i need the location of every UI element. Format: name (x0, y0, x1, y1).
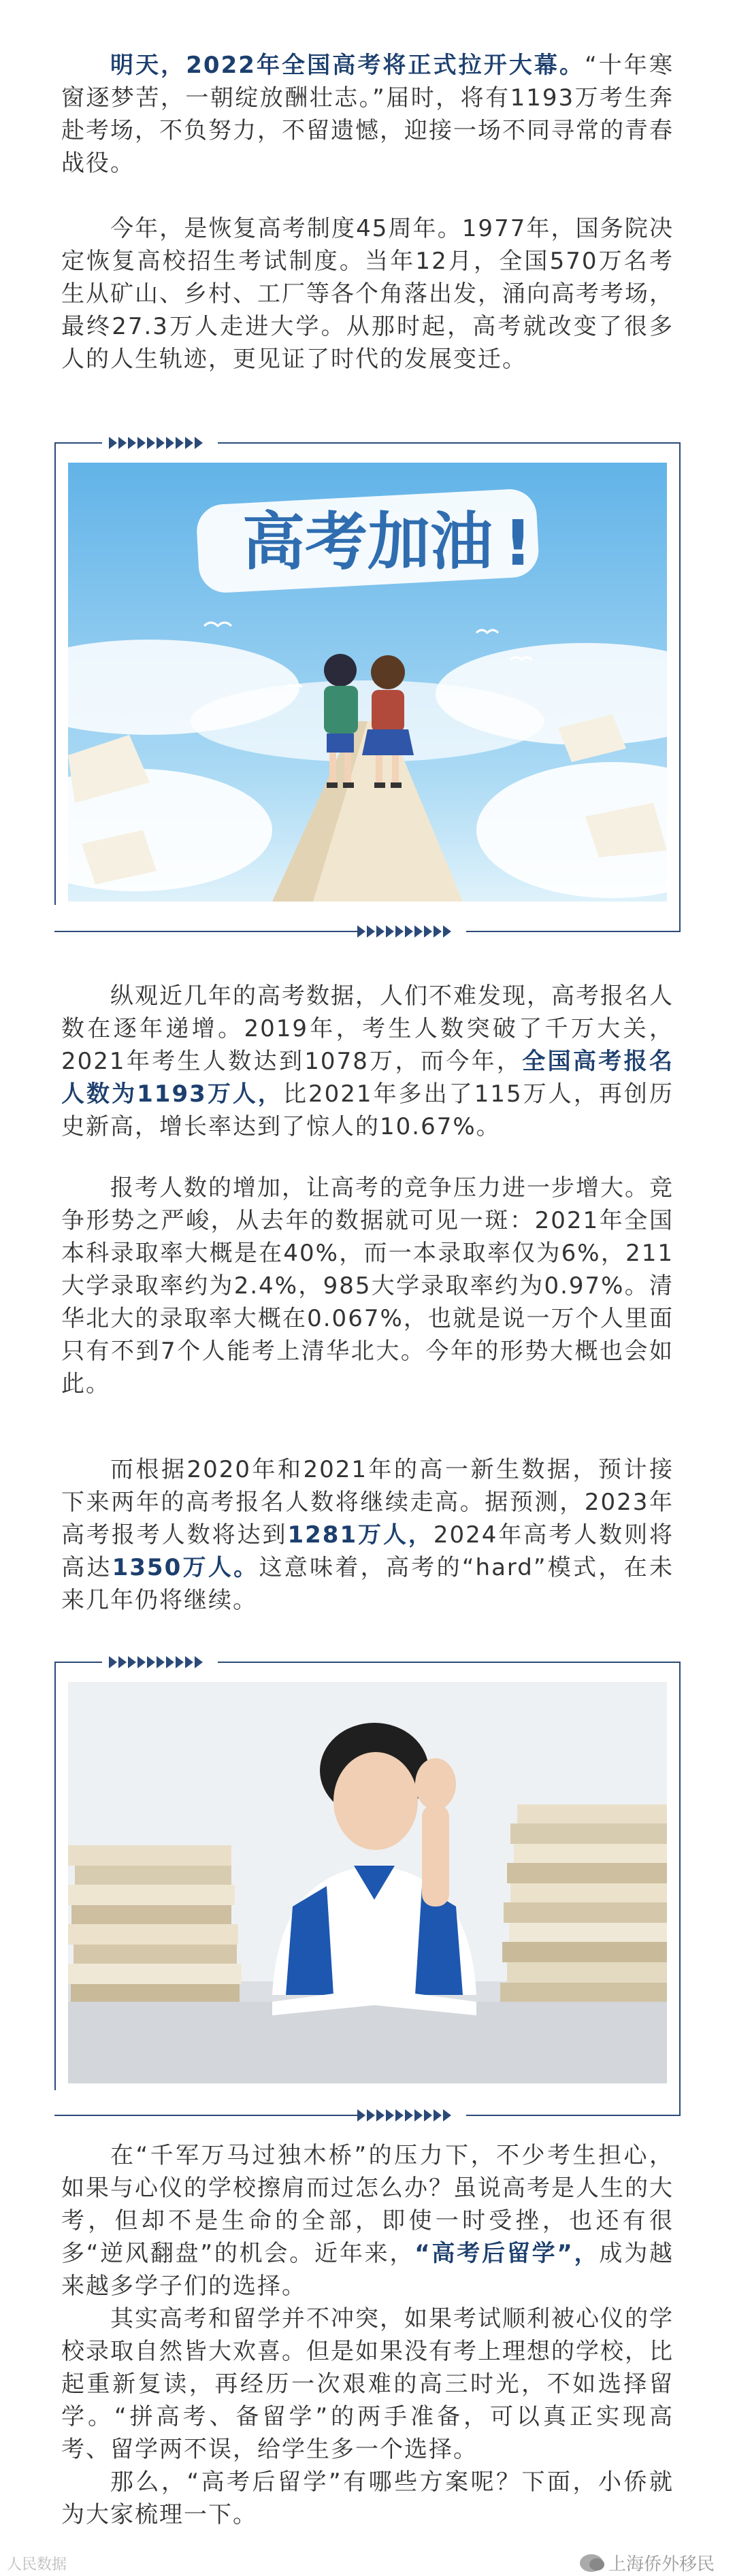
paragraph-applicants (61, 980, 674, 1143)
frame2-chevrons-bottom (357, 2109, 451, 2121)
frame2-line-bottom-left (54, 2115, 361, 2116)
paragraph-history: 今年，是恢复高考制度45周年。1977年，国务院决定恢复高校招生考试制度。当年12月，全国570万名考生从矿山、乡村、工厂等各个角落出发，涌向高考考场，最终27.3万人走进大学。从那时起，高考就改变了很多人的人生轨迹，更见证了时代的发展变迁。 (61, 215, 674, 373)
frame-line-top-left (54, 442, 102, 444)
student-photo-svg (68, 1682, 667, 2083)
intro-bold: 明天，2022年全国高考将正式拉开大幕。 (110, 52, 585, 79)
paragraph-competition: 报考人数的增加，让高考的竞争压力进一步增大。竞争形势之严峻，从去年的数据就可见一斑：2021年全国本科录取率大概是在40%，而一本录取率仅为6%，211大学录取率约为2.4%，985大学录取率约为0.97%。清华北大的录取率大概在0.067%，也就是说一万个人里面只有不到7个人能考上清华北大。今年的形势大概也会如此。 (61, 1174, 674, 1398)
frame2-line-bottom-right (466, 2115, 681, 2116)
frame-line-bottom-left (54, 931, 361, 932)
paragraph-conclusion: 那么，“高考后留学”有哪些方案呢？下面，小侨就为大家梳理一下。 (61, 2468, 674, 2528)
paragraph-forecast (61, 1453, 674, 1617)
paragraph-no-conflict: 其实高考和留学并不冲突，如果考试顺利被心仪的学校录取自然皆大欢喜。但是如果没有考上理想的学校，比起重新复读，再经历一次艰难的高三时光，不如选择留学。“拼高考、备留学”的两手准备，可以真正实现高考、留学两不误，给学生多一个选择。 (61, 2305, 674, 2463)
frame2-chevrons-top (109, 1656, 203, 1668)
frame-line-bottom-right (466, 931, 681, 932)
frame2-line-top-left (54, 1662, 102, 1663)
forecast-bold-2023: 1281万人， (287, 1521, 434, 1549)
abroad-pre: 在“千军万马过独木桥”的压力下，不少考生担心，如果与心仪的学校擦肩而过怎么办？虽说高考是人生的大考，但却不是生命的全部，即使一时受挫，也还有很多“逆风翻盘”的机会。近年来， (61, 2142, 674, 2267)
abroad-post: 成为越来越多学子们的选择。 (61, 2240, 674, 2300)
frame-line-left (54, 442, 56, 905)
wechat-icon (580, 2554, 603, 2572)
image-frame-2 (54, 1655, 681, 2124)
forecast-pre: 而根据2020年和2021年的高一新生数据，预计接下来两年的高考报名人数将继续走高。据预测，2023年高考报考人数将达到 (61, 1456, 674, 1549)
forecast-bold-2024: 1350万人。 (112, 1554, 259, 1581)
watermark-right-text: 上海侨外移民 (608, 2554, 715, 2575)
cheer-illustration (68, 463, 667, 902)
applicants-pre: 纵观近几年的高考数据，人们不难发现，高考报名人数在逐年递增。2019年，考生人数突破了千万大关，2021年考生人数达到1078万，而今年， (61, 982, 674, 1075)
forecast-mid: 2024年高考人数则将高达 (61, 1521, 674, 1581)
watermark-right (580, 2550, 715, 2575)
svg-text:!: ! (504, 507, 532, 580)
frame-line-top-right (218, 442, 681, 444)
footer-watermarks (0, 2547, 735, 2576)
image-frame-1 (54, 435, 681, 946)
frame2-line-right (679, 1662, 681, 2116)
frame2-line-left (54, 1662, 56, 2090)
paragraph-study-abroad (61, 2139, 674, 2302)
frame2-line-top-right (218, 1662, 681, 1663)
abroad-bold: “高考后留学”， (414, 2240, 600, 2267)
frame-line-right (679, 442, 681, 932)
student-photo (68, 1682, 667, 2083)
paragraph-intro (61, 49, 674, 180)
intro-rest: “十年寒窗逐梦苦，一朝绽放酬壮志。”届时，将有1193万考生奔赴考场，不负努力，不留遗憾，迎接一场不同寻常的青春战役。 (61, 52, 674, 177)
frame-chevrons-bottom (357, 925, 451, 938)
forecast-post: 这意味着，高考的“hard”模式，在未来几年仍将继续。 (61, 1554, 674, 1614)
frame-chevrons-top (109, 437, 203, 449)
watermark-left: 人民数据 (7, 2556, 67, 2573)
applicants-bold: 全国高考报名人数为1193万人， (61, 1048, 674, 1108)
cheer-title: 高考加油 (242, 506, 493, 578)
cheer-illustration-svg (68, 463, 667, 902)
applicants-post: 比2021年多出了115万人，再创历史新高，增长率达到了惊人的10.67%。 (61, 1080, 674, 1140)
